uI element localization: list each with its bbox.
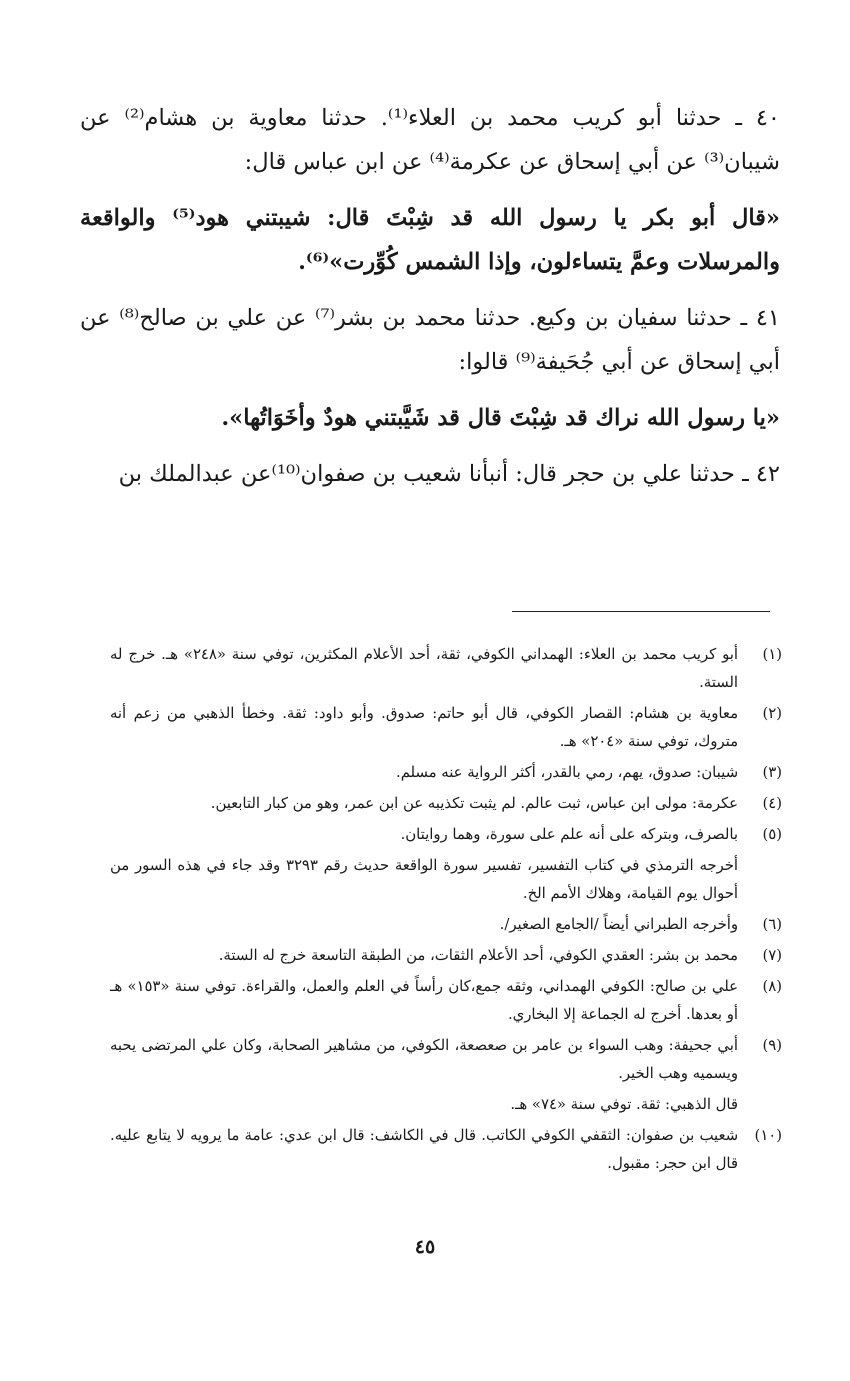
footnote-1 <box>110 641 782 697</box>
footnote-5 <box>110 821 782 849</box>
footnote-text: شعيب بن صفوان: الثقفي الكوفي الكاتب. قال في الكاشف: قال ابن عدي: عامة ما يرويه لا يتابع عليه. قال ابن حجر: مقبول. <box>110 1127 738 1172</box>
footnote-number <box>738 852 782 908</box>
footnote-number <box>738 1091 782 1119</box>
footnote-text: أبو كريب محمد بن العلاء: الهمداني الكوفي، ثقة، أحد الأعلام المكثرين، توفي سنة «٢٤٨» هـ. خرج له الستة. <box>110 646 739 691</box>
footnote-number: (١٠) <box>754 1127 782 1144</box>
footnote-5-continuation <box>110 852 782 908</box>
footnote-4 <box>110 790 782 818</box>
main-text <box>80 96 780 508</box>
footnote-number: (٤) <box>762 795 782 812</box>
footnote-9-continuation <box>110 1091 782 1119</box>
hadith-40-isnad: ٤٠ ـ حدثنا أبو كريب محمد بن العلاء⁽¹⁾. حدثنا معاوية بن هشام⁽²⁾ عن شيبان⁽³⁾ عن أبي إسحاق عن عكرمة⁽⁴⁾ عن ابن عباس قال: <box>80 105 780 175</box>
footnote-text: شيبان: صدوق، يهم، رمي بالقدر، أكثر الرواية عنه مسلم. <box>395 764 738 781</box>
footnote-divider <box>512 611 770 612</box>
footnote-number: (٩) <box>762 1037 782 1054</box>
footnote-number: (٢) <box>762 705 782 722</box>
footnote-text: معاوية بن هشام: القصار الكوفي، قال أبو حاتم: صدوق. وأبو داود: ثقة. وخطأ الذهبي من زعم أنه متروك، توفي سنة «٢٠٤» هـ. <box>110 705 738 750</box>
footnotes <box>110 641 782 1181</box>
footnote-text: بالصرف، وبتركه على أنه علم على سورة، وهما روايتان. <box>400 826 738 843</box>
footnote-9 <box>110 1032 782 1088</box>
footnote-text: وأخرجه الطبراني أيضاً /الجامع الصغير/. <box>499 916 738 933</box>
footnote-text: أبي جحيفة: وهب السواء بن عامر بن صعصعة، الكوفي، من مشاهير الصحابة، وكان علي المرتضى يحبه ويسميه وهب الخير. <box>110 1037 738 1082</box>
footnote-7 <box>110 942 782 970</box>
footnote-number: (٥) <box>762 826 782 843</box>
page-number: ٤٥ <box>414 1236 436 1258</box>
footnote-number: (٧) <box>762 947 782 964</box>
hadith-42-isnad: ٤٢ ـ حدثنا علي بن حجر قال: أنبأنا شعيب بن صفوان⁽¹⁰⁾عن عبدالملك بن <box>118 461 780 487</box>
hadith-40-matn: «قال أبو بكر يا رسول الله قد شِبْتَ قال: شيبتني هود⁽⁵⁾ والواقعة والمرسلات وعمَّ يتساءلون، وإذا الشمس كُوِّرت»⁽⁶⁾. <box>80 205 780 275</box>
footnote-text: علي بن صالح: الكوفي الهمداني، وثقه جمع،كان رأساً في العلم والعمل، والقراءة. توفي سنة «١٥٣» هـ أو بعدها. أخرج له الجماعة إلا البخاري. <box>110 978 738 1023</box>
footnote-text: محمد بن بشر: العقدي الكوفي، أحد الأعلام الثقات، من الطبقة التاسعة خرج له الستة. <box>218 947 738 964</box>
footnote-8 <box>110 973 782 1029</box>
footnote-number: (٨) <box>762 978 782 995</box>
footnote-2 <box>110 700 782 756</box>
footnote-number: (٦) <box>762 916 782 933</box>
footnote-6 <box>110 911 782 939</box>
footnote-text: أخرجه الترمذي في كتاب التفسير، تفسير سورة الواقعة حديث رقم ٣٢٩٣ وقد جاء في هذه السور من أحوال يوم القيامة، وهلاك الأمم الخ. <box>110 857 738 902</box>
footnote-number: (١) <box>762 646 782 663</box>
footnote-text: قال الذهبي: ثقة. توفي سنة «٧٤» هـ. <box>510 1096 738 1113</box>
footnote-10 <box>110 1122 782 1178</box>
footnote-3 <box>110 759 782 787</box>
hadith-41-matn: «يا رسول الله نراك قد شِبْتَ قال قد شَيَّبتني هودٌ وأخَوَاتُها». <box>221 405 780 431</box>
footnote-text: عكرمة: مولى ابن عباس، ثبت عالم. لم يثبت تكذيبه عن ابن عمر، وهو من كبار التابعين. <box>210 795 738 812</box>
hadith-41-isnad: ٤١ ـ حدثنا سفيان بن وكيع. حدثنا محمد بن بشر⁽⁷⁾ عن علي بن صالح⁽⁸⁾ عن أبي إسحاق عن أبي جُحَيفة⁽⁹⁾ قالوا: <box>80 305 780 375</box>
footnote-number: (٣) <box>762 764 782 781</box>
